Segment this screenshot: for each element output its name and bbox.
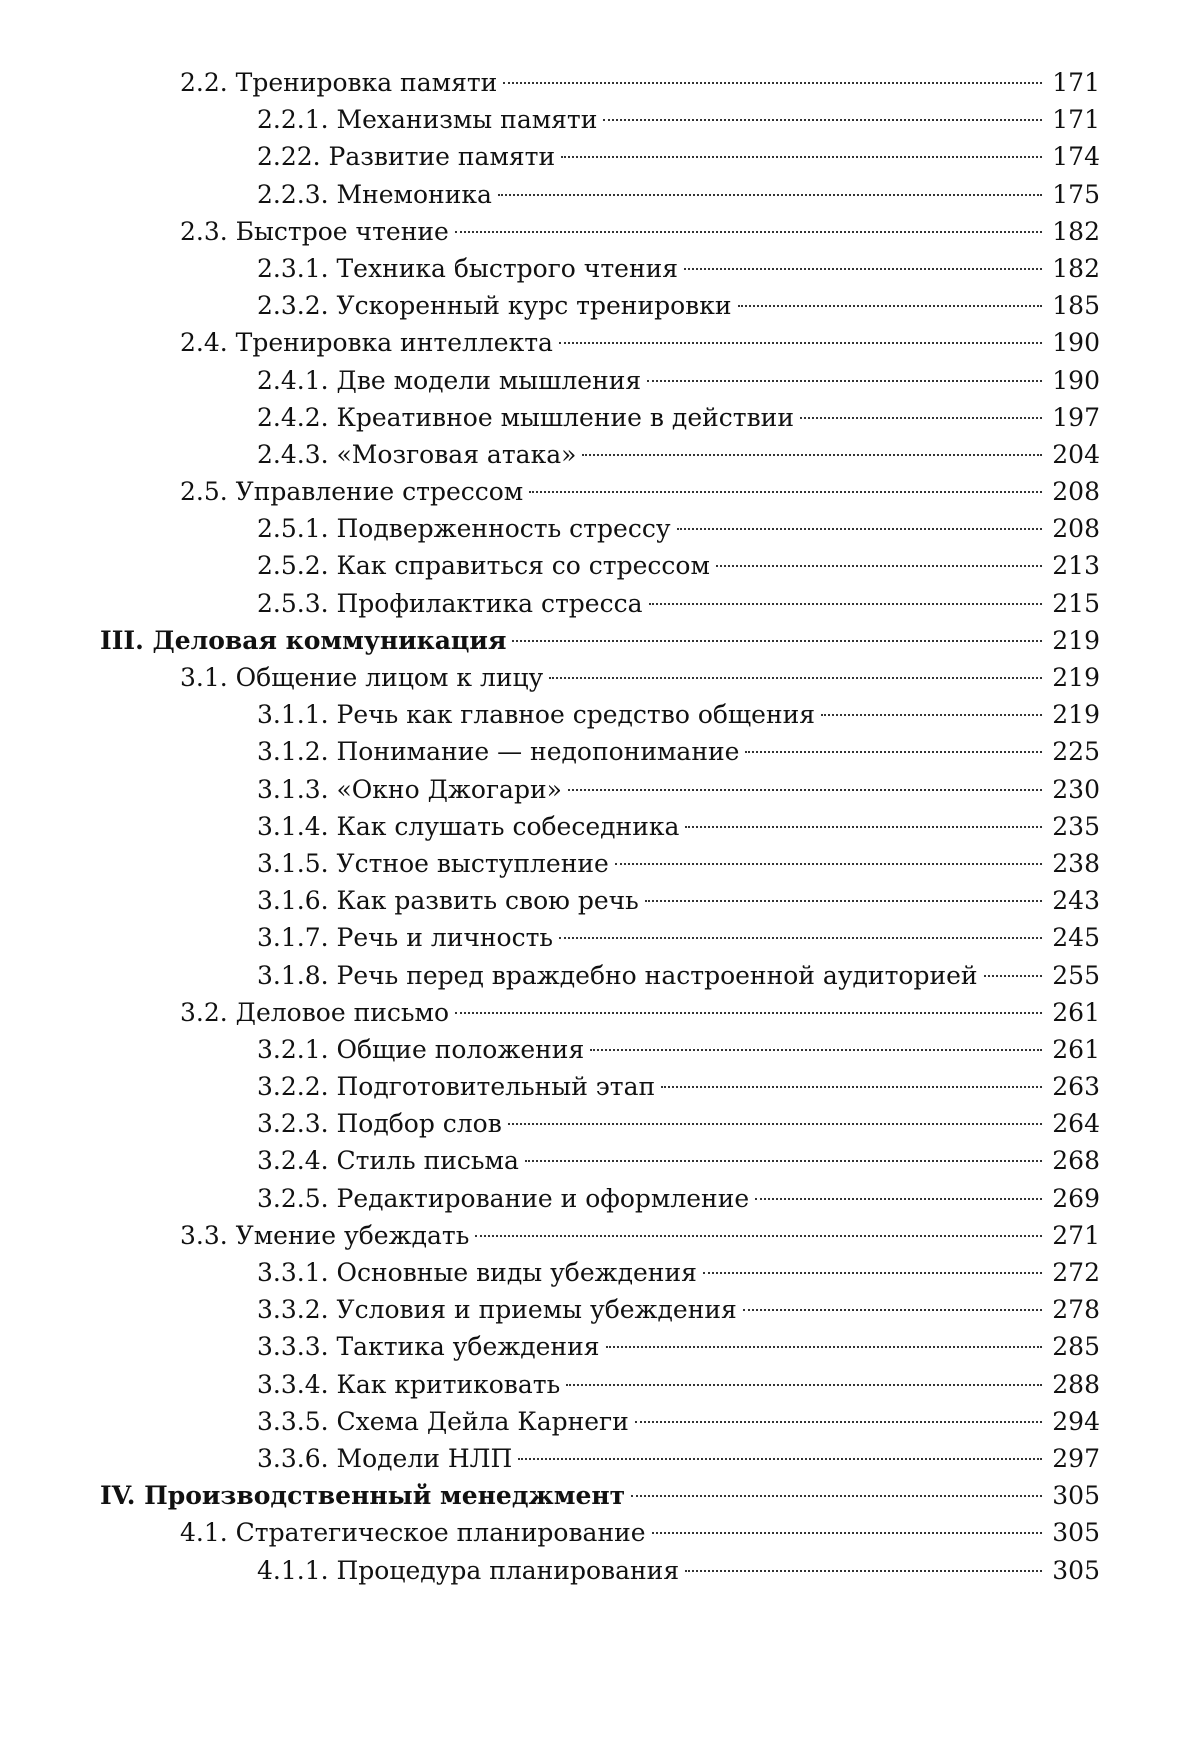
toc-page-number: 208 — [1052, 514, 1100, 544]
toc-section-row — [0, 64, 1200, 101]
toc-subsection-row — [0, 1552, 1200, 1589]
dot-leader — [821, 714, 1042, 716]
toc-entry — [100, 622, 1100, 659]
toc-entry — [257, 1254, 1100, 1291]
toc-subsection-row — [0, 845, 1200, 882]
dot-leader — [475, 1235, 1042, 1237]
toc-entry-title: 2.22. Развитие памяти — [257, 142, 556, 172]
toc-subsection-row — [0, 808, 1200, 845]
toc-entry-title: 3.1.2. Понимание — недопонимание — [257, 737, 740, 767]
toc-page-number: 175 — [1052, 179, 1100, 209]
toc-subsection-row — [0, 1328, 1200, 1365]
toc-page-number: 225 — [1052, 737, 1100, 767]
dot-leader — [745, 751, 1042, 753]
dot-leader — [800, 417, 1042, 419]
dot-leader — [703, 1272, 1042, 1274]
toc-subsection-row — [0, 1440, 1200, 1477]
dot-leader — [615, 863, 1042, 865]
dot-leader — [455, 231, 1042, 233]
toc-entry — [257, 287, 1100, 324]
toc-entry-title: 3.2.2. Подготовительный этап — [257, 1072, 656, 1102]
toc-subsection-row — [0, 1180, 1200, 1217]
toc-page-number: 219 — [1052, 700, 1100, 730]
dot-leader — [647, 380, 1042, 382]
toc-entry-title: 2.2. Тренировка памяти — [180, 68, 498, 97]
toc-page-number: 215 — [1052, 588, 1100, 618]
toc-page-number: 204 — [1052, 439, 1100, 469]
toc-subsection-row — [0, 1291, 1200, 1328]
toc-entry-title: 3.1.4. Как слушать собеседника — [257, 811, 680, 841]
toc-subsection-row — [0, 436, 1200, 473]
toc-entry — [257, 808, 1100, 845]
toc-page-number: 261 — [1052, 1034, 1100, 1064]
toc-entry — [180, 659, 1100, 696]
toc-page-number: 182 — [1052, 216, 1100, 246]
toc-entry-title: 3.3.3. Тактика убеждения — [257, 1332, 600, 1362]
toc-entry — [257, 957, 1100, 994]
dot-leader — [685, 1570, 1042, 1572]
toc-page-number: 185 — [1052, 291, 1100, 321]
toc-section-row — [0, 659, 1200, 696]
toc-entry — [180, 1514, 1100, 1551]
toc-page-number: 305 — [1052, 1555, 1100, 1585]
dot-leader — [508, 1123, 1042, 1125]
dot-leader — [743, 1309, 1042, 1311]
toc-entry-title: 2.2.1. Механизмы памяти — [257, 105, 598, 135]
toc-entry-title: 3.2.1. Общие положения — [257, 1034, 585, 1064]
toc-page-number: 245 — [1052, 923, 1100, 953]
toc-page-number: 285 — [1052, 1332, 1100, 1362]
dot-leader — [606, 1346, 1042, 1348]
toc-entry — [257, 882, 1100, 919]
toc-page-number: 264 — [1052, 1109, 1100, 1139]
dot-leader — [652, 1532, 1042, 1534]
dot-leader — [566, 1384, 1042, 1386]
toc-entry-title: 2.3.2. Ускоренный курс тренировки — [257, 291, 732, 321]
dot-leader — [498, 194, 1042, 196]
toc-part-row — [0, 622, 1200, 659]
toc-entry-title: 2.4.1. Две модели мышления — [257, 365, 642, 395]
toc-entry-title: 2.5. Управление стрессом — [180, 477, 524, 507]
toc-entry-title: 2.5.3. Профилактика стресса — [257, 588, 643, 618]
dot-leader — [661, 1086, 1042, 1088]
toc-page-number: 197 — [1052, 402, 1100, 432]
toc-entry — [257, 1552, 1100, 1589]
toc-entry-title: 3.3.6. Модели НЛП — [257, 1443, 513, 1473]
dot-leader — [677, 528, 1042, 530]
toc-entry-title: 3.3.2. Условия и приемы убеждения — [257, 1295, 737, 1325]
toc-entry-title: 3.3.5. Схема Дейла Карнеги — [257, 1406, 629, 1436]
toc-entry — [257, 1105, 1100, 1142]
toc-page-number: 171 — [1052, 68, 1100, 97]
toc-page-number: 288 — [1052, 1369, 1100, 1399]
toc-entry-title: IV. Производственный менеджмент — [100, 1481, 626, 1511]
toc-subsection-row — [0, 1254, 1200, 1291]
toc-part-row — [0, 1477, 1200, 1514]
toc-entry — [180, 473, 1100, 510]
toc-page-number: 278 — [1052, 1295, 1100, 1325]
dot-leader — [568, 789, 1042, 791]
toc-entry — [257, 1142, 1100, 1179]
toc-subsection-row — [0, 919, 1200, 956]
toc-subsection-row — [0, 510, 1200, 547]
toc-entry — [257, 733, 1100, 770]
toc-subsection-row — [0, 882, 1200, 919]
dot-leader — [455, 1012, 1042, 1014]
dot-leader — [716, 565, 1042, 567]
dot-leader — [512, 640, 1042, 642]
dot-leader — [549, 677, 1042, 679]
toc-subsection-row — [0, 138, 1200, 175]
toc-section-row — [0, 1217, 1200, 1254]
toc-entry — [257, 696, 1100, 733]
toc-subsection-row — [0, 1403, 1200, 1440]
toc-entry — [257, 1291, 1100, 1328]
toc-entry-title: 2.3. Быстрое чтение — [180, 216, 449, 246]
toc-subsection-row — [0, 287, 1200, 324]
toc-entry — [257, 1328, 1100, 1365]
toc-entry — [257, 176, 1100, 213]
toc-entry — [257, 547, 1100, 584]
toc-entry-title: 3.3.1. Основные виды убеждения — [257, 1258, 697, 1287]
dot-leader — [529, 491, 1042, 493]
toc-page-number: 208 — [1052, 477, 1100, 507]
dot-leader — [631, 1495, 1042, 1497]
toc-entry-title: 3.1.6. Как развить свою речь — [257, 886, 639, 916]
table-of-contents — [0, 64, 1200, 1589]
dot-leader — [590, 1049, 1042, 1051]
toc-page-number: 171 — [1052, 105, 1100, 135]
toc-entry — [257, 919, 1100, 956]
toc-page-number: 230 — [1052, 774, 1100, 804]
dot-leader — [559, 342, 1042, 344]
toc-section-row — [0, 473, 1200, 510]
toc-page-number: 261 — [1052, 997, 1100, 1027]
toc-entry — [257, 1068, 1100, 1105]
toc-entry — [257, 1180, 1100, 1217]
toc-entry — [257, 1403, 1100, 1440]
toc-entry — [257, 436, 1100, 473]
toc-entry-title: 4.1. Стратегическое планирование — [180, 1518, 646, 1548]
toc-page-number: 238 — [1052, 848, 1100, 878]
toc-entry — [180, 994, 1100, 1031]
toc-page-number: 269 — [1052, 1183, 1100, 1213]
toc-entry-title: 3.1.5. Устное выступление — [257, 848, 609, 878]
dot-leader — [518, 1458, 1042, 1460]
toc-entry — [257, 771, 1100, 808]
toc-entry — [257, 1440, 1100, 1477]
toc-subsection-row — [0, 101, 1200, 138]
toc-entry — [257, 845, 1100, 882]
toc-subsection-row — [0, 250, 1200, 287]
toc-subsection-row — [0, 733, 1200, 770]
toc-subsection-row — [0, 1366, 1200, 1403]
toc-entry — [257, 362, 1100, 399]
dot-leader — [738, 305, 1042, 307]
toc-entry-title: 2.5.1. Подверженность стрессу — [257, 514, 671, 544]
toc-entry — [257, 510, 1100, 547]
toc-page-number: 305 — [1052, 1518, 1100, 1548]
dot-leader — [684, 268, 1042, 270]
toc-entry — [257, 399, 1100, 436]
toc-entry-title: III. Деловая коммуникация — [100, 625, 507, 655]
toc-entry-title: 3.1.3. «Окно Джогари» — [257, 774, 562, 804]
toc-page-number: 235 — [1052, 811, 1100, 841]
dot-leader — [582, 454, 1042, 456]
toc-page-number: 174 — [1052, 142, 1100, 172]
toc-page-number: 271 — [1052, 1220, 1100, 1250]
toc-subsection-row — [0, 176, 1200, 213]
dot-leader — [561, 156, 1042, 158]
dot-leader — [755, 1198, 1042, 1200]
toc-entry-title: 2.2.3. Мнемоника — [257, 179, 492, 209]
toc-entry — [257, 585, 1100, 622]
toc-page-number: 190 — [1052, 365, 1100, 395]
toc-entry — [257, 101, 1100, 138]
toc-subsection-row — [0, 585, 1200, 622]
toc-subsection-row — [0, 957, 1200, 994]
toc-entry-title: 2.4. Тренировка интеллекта — [180, 328, 553, 358]
toc-section-row — [0, 213, 1200, 250]
dot-leader — [645, 900, 1042, 902]
toc-entry-title: 3.2.4. Стиль письма — [257, 1146, 519, 1176]
toc-entry — [257, 1366, 1100, 1403]
toc-page-number: 305 — [1052, 1481, 1100, 1511]
toc-entry-title: 2.5.2. Как справиться со стрессом — [257, 551, 710, 581]
toc-page-number: 243 — [1052, 886, 1100, 916]
toc-entry-title: 3.1.7. Речь и личность — [257, 923, 554, 953]
dot-leader — [559, 937, 1042, 939]
toc-page-number: 190 — [1052, 328, 1100, 358]
toc-entry — [180, 64, 1100, 101]
toc-subsection-row — [0, 771, 1200, 808]
toc-entry — [257, 1031, 1100, 1068]
toc-entry — [180, 1217, 1100, 1254]
toc-section-row — [0, 324, 1200, 361]
dot-leader — [603, 119, 1042, 121]
toc-subsection-row — [0, 1142, 1200, 1179]
toc-entry-title: 3.1. Общение лицом к лицу — [180, 663, 544, 692]
toc-entry-title: 3.1.1. Речь как главное средство общения — [257, 700, 816, 730]
toc-entry-title: 3.2. Деловое письмо — [180, 997, 450, 1027]
toc-page-number: 219 — [1052, 663, 1100, 692]
toc-section-row — [0, 1514, 1200, 1551]
toc-entry — [180, 213, 1100, 250]
toc-entry-title: 2.4.3. «Мозговая атака» — [257, 439, 577, 469]
dot-leader — [503, 82, 1042, 84]
toc-entry-title: 2.4.2. Креативное мышление в действии — [257, 402, 795, 432]
toc-entry-title: 2.3.1. Техника быстрого чтения — [257, 253, 679, 283]
toc-page-number: 219 — [1052, 625, 1100, 655]
toc-entry-title: 3.2.3. Подбор слов — [257, 1109, 502, 1139]
toc-page-number: 268 — [1052, 1146, 1100, 1176]
toc-subsection-row — [0, 399, 1200, 436]
toc-subsection-row — [0, 1031, 1200, 1068]
toc-page-number: 255 — [1052, 960, 1100, 990]
toc-page-number: 263 — [1052, 1072, 1100, 1102]
toc-entry-title: 4.1.1. Процедура планирования — [257, 1555, 680, 1585]
toc-entry — [257, 138, 1100, 175]
toc-subsection-row — [0, 547, 1200, 584]
toc-subsection-row — [0, 696, 1200, 733]
toc-page-number: 213 — [1052, 551, 1100, 581]
toc-page-number: 294 — [1052, 1406, 1100, 1436]
toc-subsection-row — [0, 1105, 1200, 1142]
toc-page-number: 297 — [1052, 1443, 1100, 1473]
toc-entry-title: 3.3. Умение убеждать — [180, 1220, 470, 1250]
toc-entry-title: 3.1.8. Речь перед враждебно настроенной аудиторией — [257, 960, 978, 990]
dot-leader — [635, 1421, 1042, 1423]
dot-leader — [649, 603, 1042, 605]
dot-leader — [984, 975, 1042, 977]
toc-section-row — [0, 994, 1200, 1031]
toc-entry-title: 3.3.4. Как критиковать — [257, 1369, 561, 1399]
toc-subsection-row — [0, 362, 1200, 399]
toc-page-number: 272 — [1052, 1258, 1100, 1287]
toc-subsection-row — [0, 1068, 1200, 1105]
dot-leader — [525, 1160, 1042, 1162]
toc-entry-title: 3.2.5. Редактирование и оформление — [257, 1183, 750, 1213]
toc-entry — [257, 250, 1100, 287]
toc-page-number: 182 — [1052, 253, 1100, 283]
toc-entry — [100, 1477, 1100, 1514]
toc-entry — [180, 324, 1100, 361]
dot-leader — [685, 826, 1042, 828]
